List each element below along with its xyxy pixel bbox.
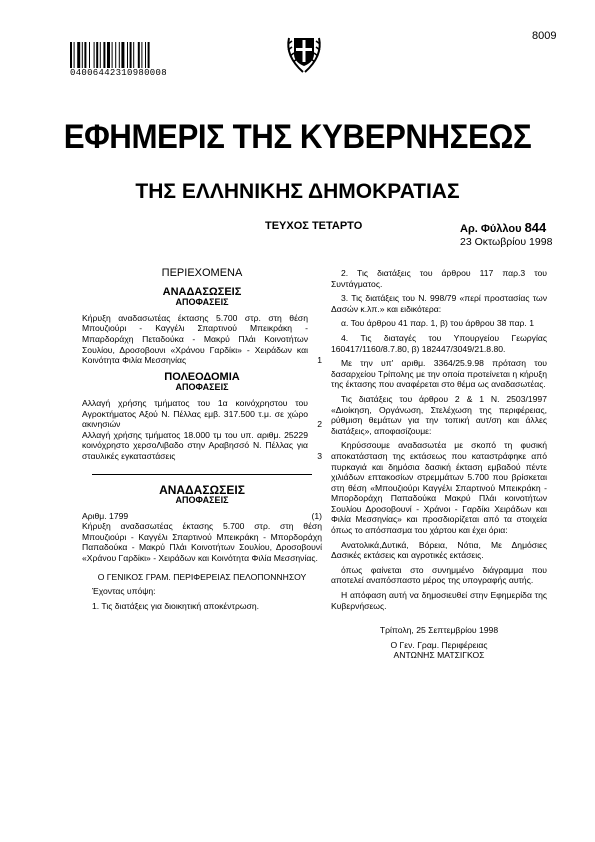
toc-heading: ΠΕΡΙΕΧΟΜΕΝΑ [161, 267, 243, 279]
section-divider [92, 474, 312, 475]
declaration-paragraph: Κηρύσσουμε αναδασωτέα με σκοπό τη φυσική αποκατάσταση της εκτάσεως που καταστράφηκε από πυρκαγιά και δημόσια δασική έκταση εμβαδού πέντε χιλιάδων επτακοσίων στρεμμάτων 5.700 που βρίσκεται στη θέση «Μπουζιούρι Καγγέλι Σπαρτινού Μπεικράκη - Μπορδοράχη Παπαδούκα Μακρύ Πλάι κοινοτήτων Σουλίου Δροσοβουνί - Χράνοι - Γαρδίκι Χειράδων και Φιλία Μεσσηνίας» και προσδιορίζεται από τα στοιχεία όπως το απόσπασμα του χάρτου και έχει όρια: [331, 440, 547, 536]
decision-summary: Κήρυξη αναδασωτέας έκτασης 5.700 στρ. στη θέση Μπουζιούρι - Καγγέλι Σπαρτινού Μπεικράκη - Μπορδοράχη Παπαδούκα - Μακρύ Πλάι Κοινοτήτων Σουλίου, Δροσοβουνί «Χράνου Γαρδίκι» - Χειράδων και Κοινότητα Φιλία Μεσσηνίας. [82, 521, 322, 564]
legal-basis-item-1: 1. Τις διατάξεις για διοικητική αποκέντρωση. [92, 600, 260, 611]
barcode [70, 42, 210, 78]
toc-subheading-decisions: ΑΠΟΦΑΣΕΙΣ [175, 382, 229, 393]
sheet-label: Αρ. Φύλλου [460, 223, 522, 235]
issuing-authority: Ο ΓΕΝΙΚΟΣ ΓΡΑΜ. ΠΕΡΙΦΕΡΕΙΑΣ ΠΕΛΟΠΟΝΝΗΣΟΥ [97, 571, 307, 582]
place-date: Τρίπολη, 25 Σεπτεμβρίου 1998 [379, 625, 499, 636]
barcode-image [70, 42, 208, 68]
section-title: ΑΝΑΔΑΣΩΣΕΙΣ [159, 482, 245, 497]
toc-page-number: 2 [317, 419, 322, 430]
sheet-number-value: 844 [524, 220, 547, 235]
serial-number: 8009 [532, 30, 557, 42]
publication-order: Η απόφαση αυτή να δημοσιευθεί στην Εφημερίδα της Κυβερνήσεως. [331, 590, 547, 611]
decision-ref: (1) [311, 510, 322, 521]
boundaries-paragraph: Ανατολικά,Δυτικά, Βόρεια, Νότια, Με Δημόσιες Δασικές εκτάσεις και αγροτικές εκτάσεις. [331, 539, 547, 561]
provisions-paragraph: Τις διατάξεις του άρθρου 2 & 1 Ν. 2503/1997 «Διοίκηση, Οργάνωση, Στελέχωση της περιφέρειας, ρύθμιση θεμάτων για την τοπική αυτ/ση και άλλες διατάξεις», αποφασίζουμε: [331, 393, 547, 436]
sheet-number [460, 220, 546, 235]
section-subheading: ΑΠΟΦΑΣΕΙΣ [175, 495, 229, 506]
legal-basis-item-2: 2. Τις διατάξεις του άρθρου 117 παρ.3 του Συντάγματος. [331, 268, 547, 289]
toc-subheading-decisions: ΑΠΟΦΑΣΕΙΣ [175, 297, 229, 308]
toc-entry [82, 430, 322, 462]
right-column [331, 268, 547, 661]
gazette-title: ΕΦΗΜΕΡΙΣ ΤΗΣ ΚΥΒΕΡΝΗΣΕΩΣ [63, 118, 532, 156]
toc-entry [82, 398, 322, 430]
toc-section-urban-planning: ΠΟΛΕΟΔΟΜΙΑ [164, 370, 240, 383]
signer-title: Ο Γεν. Γραμ. Περιφέρειας [390, 639, 488, 650]
toc-entry-text: Κήρυξη αναδασωτέας έκτασης 5.700 στρ. στη θέση Μπουζιούρι - Καγγέλι Σπαρτινού Μπεικράκη - Μπαρδοράχη Πεταδούκα - Μακρύ Πλάι Κοινοτήτων Σουλίου, Δροσοβουνι «Χράνου Γαρδίκι» - Χειράδων και Κοινότητα Φιλία Μεσσηνίας [82, 312, 308, 366]
barcode-number: 04006442310980008 [70, 68, 167, 78]
toc-entry-text: Αλλαγή χρήσης τμήματος 18.000 τμ του υπ. αριθμ. 25229 κοινόχρηστο χερσοΛιβαδο στην Αραβησσό Ν. Πέλλας για σταυλικές εγκαταστάσεις [82, 429, 308, 461]
diagram-reference: όπως φαίνεται στο συνημμένο διάγραμμα που αποτελεί αναπόσπαστο μέρος της υπογραφής αυτής. [331, 564, 547, 586]
decision-number-row [82, 511, 322, 522]
issue-date: 23 Οκτωβρίου 1998 [460, 236, 553, 248]
signer-name: ΑΝΤΩΝΗΣ ΜΑΤΣΙΓΚΟΣ [393, 650, 485, 661]
proposal-paragraph: Με την υπ' αριθμ. 3364/25.9.98 πρόταση του δασαρχείου Τρίπολης με την οποία προτείνεται η κήρυξη της έκτασης που αναφέρεται στο θέμα ως αναδασωτέας. [331, 358, 547, 390]
issue-label: ΤΕΥΧΟΣ ΤΕΤΑΡΤΟ [265, 220, 363, 232]
legal-basis-item-3a: α. Του άρθρου 41 παρ. 1, β) του άρθρου 38 παρ. 1 [341, 318, 534, 329]
toc-page-number: 1 [317, 355, 322, 366]
toc-section-reforestation: ΑΝΑΔΑΣΩΣΕΙΣ [162, 285, 242, 298]
decision-number: Αριθμ. 1799 [82, 510, 129, 521]
toc-entry-text: Αλλαγή χρήσης τμήματος του 1α κοινόχρηστου του Αγροκτήματος Αξού Ν. Πέλλας εμβ. 317.500 τ.μ. σε χώρο ακινησιών [82, 397, 308, 430]
gazette-subtitle: ΤΗΣ ΕΛΛΗΝΙΚΗΣ ΔΗΜΟΚΡΑΤΙΑΣ [135, 180, 460, 203]
laurel-shield-icon [283, 28, 325, 76]
legal-basis-item-4: 4. Τις διαταγές του Υπουργείου Γεωργίας 160417/1160/8.7.80, β) 182447/3049/21.8.80. [331, 332, 547, 354]
left-column [82, 268, 322, 611]
legal-basis-item-3: 3. Τις διατάξεις του Ν. 998/79 «περί προστασίας των Δασών κ.λπ.» και ειδικότερα: [331, 293, 547, 314]
having-regard: Έχοντας υπόψη: [92, 586, 156, 597]
coat-of-arms-emblem [283, 28, 325, 81]
toc-entry [82, 313, 322, 366]
toc-page-number: 3 [317, 450, 322, 461]
